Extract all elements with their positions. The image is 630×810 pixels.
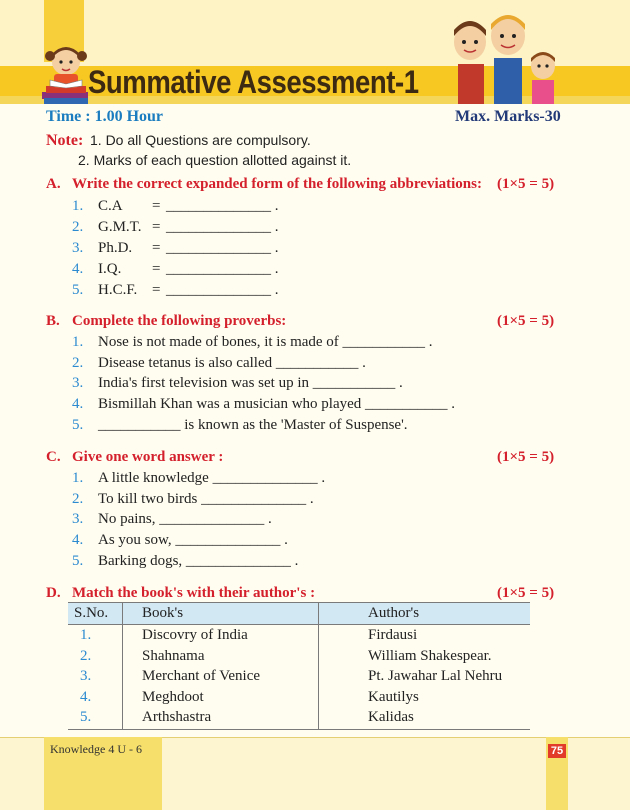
table-cell-sno: 2. <box>80 648 92 664</box>
section-a-letter: A. <box>46 176 61 192</box>
section-d-letter: D. <box>46 585 61 601</box>
abbreviation: Ph.D. <box>98 240 133 256</box>
table-header-border <box>68 624 530 625</box>
section-d-marks: (1×5 = 5) <box>497 585 555 601</box>
note-line-2: 2. Marks of each question allotted against it. <box>78 152 352 168</box>
table-column-divider <box>318 602 319 730</box>
equals-sign: = <box>152 219 161 235</box>
footer-book-title: Knowledge 4 U - 6 <box>50 742 142 756</box>
time-label: Time : 1.00 Hour <box>46 108 164 125</box>
list-item-number: 5. <box>72 417 84 433</box>
question-text[interactable]: Barking dogs, ______________ . <box>98 553 299 569</box>
table-header-authors: Author's <box>368 605 420 621</box>
section-a-marks: (1×5 = 5) <box>497 176 555 192</box>
section-b-letter: B. <box>46 313 60 329</box>
list-item-number: 3. <box>72 511 84 527</box>
table-top-border <box>68 602 530 603</box>
question-text[interactable]: Nose is not made of bones, it is made of ___________ . <box>98 334 433 350</box>
table-cell-author: Pt. Jawahar Lal Nehru <box>368 668 503 684</box>
question-text[interactable]: Disease tetanus is also called ___________ . <box>98 355 366 371</box>
equals-sign: = <box>152 261 161 277</box>
abbreviation: H.C.F. <box>98 282 138 298</box>
question-text[interactable]: No pains, ______________ . <box>98 511 272 527</box>
table-cell-book: Meghdoot <box>142 689 204 705</box>
answer-blank[interactable]: ______________ . <box>166 261 279 277</box>
table-cell-sno: 5. <box>80 709 92 725</box>
equals-sign: = <box>152 240 161 256</box>
answer-blank[interactable]: ______________ . <box>166 198 279 214</box>
list-item-number: 5. <box>72 553 84 569</box>
question-text[interactable]: Bismillah Khan was a musician who played ___________ . <box>98 396 456 412</box>
list-item-number: 4. <box>72 261 84 277</box>
answer-blank[interactable]: ______________ . <box>166 282 279 298</box>
table-cell-sno: 1. <box>80 627 92 643</box>
list-item-number: 2. <box>72 355 84 371</box>
page-number: 75 <box>548 744 566 758</box>
table-cell-book: Discovry of India <box>142 627 248 643</box>
answer-blank[interactable]: ______________ . <box>166 219 279 235</box>
list-item-number: 1. <box>72 198 84 214</box>
books-authors-table <box>68 602 530 730</box>
table-bottom-border <box>68 729 530 730</box>
table-cell-author: Kalidas <box>368 709 414 725</box>
table-column-divider <box>122 602 123 730</box>
section-c-heading: Give one word answer : <box>72 449 224 465</box>
question-text[interactable]: As you sow, ______________ . <box>98 532 288 548</box>
list-item-number: 4. <box>72 396 84 412</box>
note-line-1: 1. Do all Questions are compulsory. <box>90 132 311 148</box>
section-b-marks: (1×5 = 5) <box>497 313 555 329</box>
table-cell-author: Firdausi <box>368 627 418 643</box>
table-cell-sno: 3. <box>80 668 92 684</box>
abbreviation: G.M.T. <box>98 219 142 235</box>
list-item-number: 3. <box>72 240 84 256</box>
note-label: Note: <box>46 132 84 149</box>
list-item-number: 4. <box>72 532 84 548</box>
list-item-number: 2. <box>72 219 84 235</box>
girl-reading-illustration <box>36 40 96 106</box>
list-item-number: 5. <box>72 282 84 298</box>
table-cell-book: Shahnama <box>142 648 205 664</box>
question-text[interactable]: ___________ is known as the 'Master of Suspense'. <box>98 417 408 433</box>
table-header-sno: S.No. <box>74 605 109 621</box>
abbreviation: I.Q. <box>98 261 122 277</box>
section-a-heading: Write the correct expanded form of the following abbreviations: <box>72 176 482 192</box>
page-title: Summative Assessment-1 <box>88 64 419 100</box>
table-header-books: Book's <box>142 605 184 621</box>
list-item-number: 3. <box>72 375 84 391</box>
list-item-number: 1. <box>72 334 84 350</box>
question-text[interactable]: A little knowledge ______________ . <box>98 470 326 486</box>
list-item-number: 2. <box>72 491 84 507</box>
equals-sign: = <box>152 282 161 298</box>
section-c-marks: (1×5 = 5) <box>497 449 555 465</box>
abbreviation: C.A <box>98 198 123 214</box>
table-cell-sno: 4. <box>80 689 92 705</box>
max-marks-label: Max. Marks-30 <box>455 108 561 125</box>
table-cell-author: William Shakespear. <box>368 648 492 664</box>
table-header-row <box>68 602 530 624</box>
table-cell-book: Merchant of Venice <box>142 668 261 684</box>
kids-group-illustration <box>440 8 568 104</box>
section-d-heading: Match the book's with their author's : <box>72 585 316 601</box>
table-cell-author: Kautilys <box>368 689 419 705</box>
table-cell-book: Arthshastra <box>142 709 212 725</box>
question-text[interactable]: India's first television was set up in ___________ . <box>98 375 403 391</box>
answer-blank[interactable]: ______________ . <box>166 240 279 256</box>
question-text[interactable]: To kill two birds ______________ . <box>98 491 314 507</box>
equals-sign: = <box>152 198 161 214</box>
section-b-heading: Complete the following proverbs: <box>72 313 287 329</box>
section-c-letter: C. <box>46 449 61 465</box>
list-item-number: 1. <box>72 470 84 486</box>
